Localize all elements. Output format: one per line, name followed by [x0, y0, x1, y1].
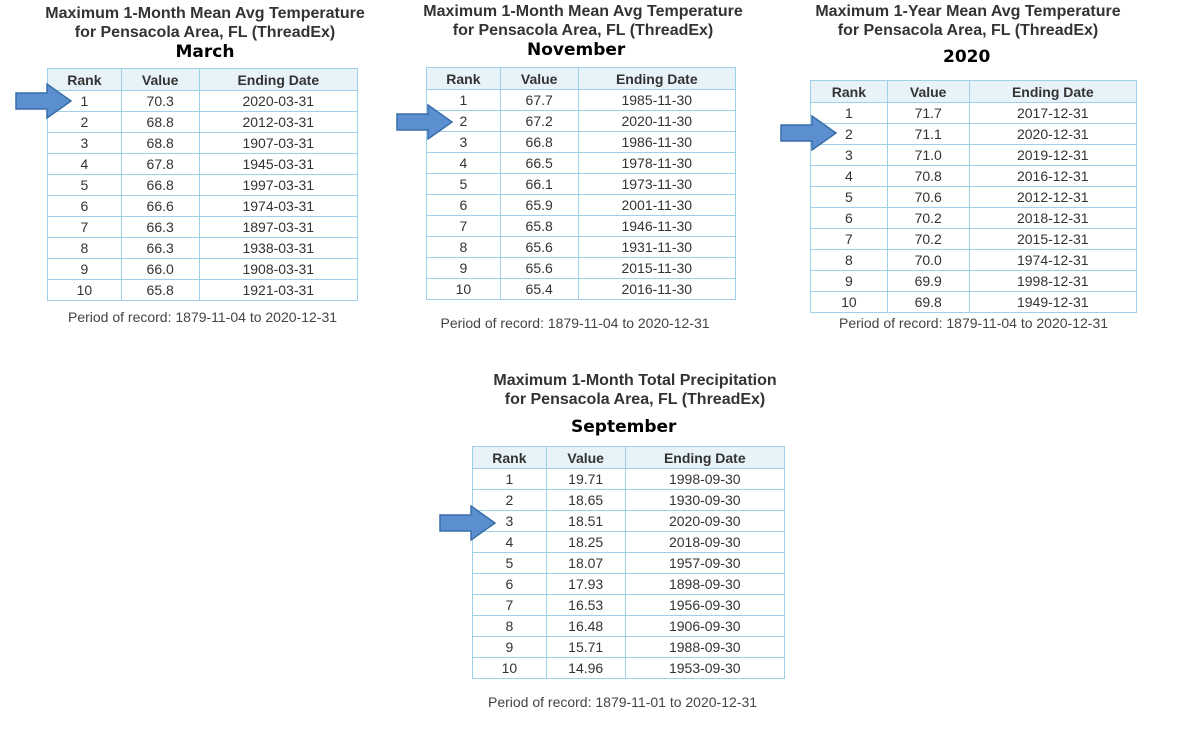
rank-cell: 7	[427, 216, 501, 237]
table-row	[427, 216, 736, 237]
table-row	[473, 595, 785, 616]
ending-date-cell: 1930-09-30	[625, 490, 784, 511]
rank-cell: 6	[473, 574, 547, 595]
rank-cell: 6	[427, 195, 501, 216]
value-cell: 65.8	[500, 216, 578, 237]
rank-cell: 1	[473, 469, 547, 490]
period-of-record: Period of record: 1879-11-04 to 2020-12-31	[838, 315, 1109, 331]
table-row	[427, 279, 736, 300]
rank-cell: 1	[48, 91, 122, 112]
value-cell: 70.3	[121, 91, 199, 112]
rank-cell: 4	[811, 166, 888, 187]
value-cell: 68.8	[121, 133, 199, 154]
ending-date-cell: 1973-11-30	[578, 174, 735, 195]
ending-date-cell: 1998-12-31	[969, 271, 1136, 292]
value-cell: 67.2	[500, 111, 578, 132]
table-row	[427, 132, 736, 153]
rank-cell: 3	[48, 133, 122, 154]
ending-date-cell: 2017-12-31	[969, 103, 1136, 124]
ending-date-cell: 1946-11-30	[578, 216, 735, 237]
value-cell: 70.8	[887, 166, 969, 187]
table-row	[473, 469, 785, 490]
table-row	[811, 187, 1137, 208]
rank-cell: 2	[473, 490, 547, 511]
value-cell: 66.1	[500, 174, 578, 195]
table-row	[427, 195, 736, 216]
value-cell: 66.3	[121, 238, 199, 259]
ending-date-cell: 2018-12-31	[969, 208, 1136, 229]
table-row	[427, 174, 736, 195]
table-row	[473, 532, 785, 553]
value-cell: 66.8	[500, 132, 578, 153]
ending-date-cell: 2018-09-30	[625, 532, 784, 553]
rank-cell: 2	[427, 111, 501, 132]
table-row	[48, 196, 358, 217]
value-cell: 67.7	[500, 90, 578, 111]
value-cell: 16.48	[546, 616, 625, 637]
rank-table-september	[472, 446, 785, 679]
ending-date-cell: 1956-09-30	[625, 595, 784, 616]
value-cell: 71.0	[887, 145, 969, 166]
table-row	[427, 258, 736, 279]
table-row	[48, 133, 358, 154]
rank-cell: 2	[48, 112, 122, 133]
rank-cell: 2	[811, 124, 888, 145]
table-row	[473, 511, 785, 532]
ending-date-cell: 2020-12-31	[969, 124, 1136, 145]
column-header: Value	[887, 81, 969, 103]
value-cell: 65.9	[500, 195, 578, 216]
value-cell: 66.0	[121, 259, 199, 280]
rank-cell: 4	[473, 532, 547, 553]
panel-annual-temperature	[783, 2, 1153, 40]
column-header: Rank	[427, 68, 501, 90]
table-row	[811, 250, 1137, 271]
rank-cell: 10	[427, 279, 501, 300]
ending-date-cell: 2015-11-30	[578, 258, 735, 279]
table-row	[811, 208, 1137, 229]
panel-march-temperature	[20, 4, 390, 62]
ending-date-cell: 1931-11-30	[578, 237, 735, 258]
ending-date-cell: 1997-03-31	[199, 175, 357, 196]
column-header: Rank	[473, 447, 547, 469]
ending-date-cell: 1985-11-30	[578, 90, 735, 111]
table-row	[811, 292, 1137, 313]
rank-cell: 8	[48, 238, 122, 259]
panel-title-line-2: for Pensacola Area, FL (ThreadEx)	[504, 391, 766, 408]
rank-cell: 7	[48, 217, 122, 238]
table-row	[427, 90, 736, 111]
rank-cell: 3	[473, 511, 547, 532]
panel-title-line-1: Maximum 1-Month Mean Avg Temperature	[423, 3, 743, 20]
period-of-record: Period of record: 1879-11-01 to 2020-12-31	[487, 694, 758, 710]
ending-date-cell: 2019-12-31	[969, 145, 1136, 166]
table-header-row	[811, 81, 1137, 103]
rank-table-march	[47, 68, 358, 301]
value-cell: 71.1	[887, 124, 969, 145]
column-header: Value	[121, 69, 199, 91]
rank-cell: 4	[48, 154, 122, 175]
value-cell: 14.96	[546, 658, 625, 679]
table-row	[48, 91, 358, 112]
value-cell: 18.65	[546, 490, 625, 511]
table-row	[811, 166, 1137, 187]
period-of-record: Period of record: 1879-11-04 to 2020-12-31	[440, 315, 710, 331]
panel-title-line-1: Maximum 1-Year Mean Avg Temperature	[815, 3, 1121, 20]
table-row	[473, 490, 785, 511]
rank-cell: 10	[811, 292, 888, 313]
ending-date-cell: 1957-09-30	[625, 553, 784, 574]
table-row	[48, 175, 358, 196]
value-cell: 16.53	[546, 595, 625, 616]
table-row	[473, 553, 785, 574]
value-cell: 66.5	[500, 153, 578, 174]
value-cell: 15.71	[546, 637, 625, 658]
table-row	[473, 574, 785, 595]
value-cell: 17.93	[546, 574, 625, 595]
ending-date-cell: 1897-03-31	[199, 217, 357, 238]
ending-date-cell: 1978-11-30	[578, 153, 735, 174]
panel-subtitle: 2020	[943, 47, 991, 67]
table-row	[811, 124, 1137, 145]
period-of-record: Period of record: 1879-11-04 to 2020-12-31	[67, 309, 338, 325]
value-cell: 18.51	[546, 511, 625, 532]
column-header: Rank	[48, 69, 122, 91]
rank-cell: 4	[427, 153, 501, 174]
value-cell: 70.2	[887, 208, 969, 229]
value-cell: 68.8	[121, 112, 199, 133]
rank-cell: 7	[811, 229, 888, 250]
column-header: Ending Date	[199, 69, 357, 91]
rank-cell: 6	[811, 208, 888, 229]
rank-cell: 8	[427, 237, 501, 258]
value-cell: 66.8	[121, 175, 199, 196]
column-header: Value	[500, 68, 578, 90]
ending-date-cell: 1898-09-30	[625, 574, 784, 595]
ending-date-cell: 2015-12-31	[969, 229, 1136, 250]
table-header-row	[48, 69, 358, 91]
rank-cell: 3	[811, 145, 888, 166]
rank-cell: 10	[473, 658, 547, 679]
rank-cell: 3	[427, 132, 501, 153]
table-row	[811, 103, 1137, 124]
value-cell: 69.9	[887, 271, 969, 292]
rank-cell: 6	[48, 196, 122, 217]
rank-table-annual	[810, 80, 1137, 313]
rank-table-november	[426, 67, 736, 300]
ending-date-cell: 1906-09-30	[625, 616, 784, 637]
column-header: Ending Date	[969, 81, 1136, 103]
table-row	[811, 271, 1137, 292]
ending-date-cell: 2012-03-31	[199, 112, 357, 133]
table-row	[473, 637, 785, 658]
right-arrow-icon	[396, 104, 454, 140]
ending-date-cell: 1945-03-31	[199, 154, 357, 175]
rank-cell: 1	[811, 103, 888, 124]
table-row	[48, 280, 358, 301]
panel-subtitle: November	[527, 40, 626, 60]
table-header-row	[427, 68, 736, 90]
value-cell: 65.6	[500, 258, 578, 279]
value-cell: 69.8	[887, 292, 969, 313]
table-row	[48, 154, 358, 175]
ending-date-cell: 1974-12-31	[969, 250, 1136, 271]
rank-cell: 9	[427, 258, 501, 279]
ending-date-cell: 1953-09-30	[625, 658, 784, 679]
panel-title-line-1: Maximum 1-Month Total Precipitation	[493, 372, 777, 389]
panel-title-line-2: for Pensacola Area, FL (ThreadEx)	[452, 22, 714, 39]
rank-cell: 9	[811, 271, 888, 292]
table-row	[48, 238, 358, 259]
rank-cell: 7	[473, 595, 547, 616]
rank-cell: 5	[811, 187, 888, 208]
right-arrow-icon	[439, 505, 497, 541]
ending-date-cell: 2020-09-30	[625, 511, 784, 532]
value-cell: 70.6	[887, 187, 969, 208]
rank-cell: 1	[427, 90, 501, 111]
table-row	[811, 145, 1137, 166]
table-row	[48, 112, 358, 133]
value-cell: 71.7	[887, 103, 969, 124]
column-header: Rank	[811, 81, 888, 103]
panel-title-line-1: Maximum 1-Month Mean Avg Temperature	[45, 5, 365, 22]
ending-date-cell: 2016-12-31	[969, 166, 1136, 187]
table-row	[427, 111, 736, 132]
right-arrow-icon	[15, 83, 73, 119]
table-row	[48, 217, 358, 238]
rank-cell: 5	[48, 175, 122, 196]
rank-cell: 5	[473, 553, 547, 574]
rank-cell: 9	[48, 259, 122, 280]
value-cell: 65.4	[500, 279, 578, 300]
ending-date-cell: 2020-03-31	[199, 91, 357, 112]
ending-date-cell: 2012-12-31	[969, 187, 1136, 208]
table-row	[427, 237, 736, 258]
rank-cell: 5	[427, 174, 501, 195]
value-cell: 19.71	[546, 469, 625, 490]
value-cell: 18.07	[546, 553, 625, 574]
rank-cell: 8	[473, 616, 547, 637]
ending-date-cell: 2016-11-30	[578, 279, 735, 300]
column-header: Value	[546, 447, 625, 469]
panel-subtitle: March	[175, 42, 235, 62]
rank-cell: 9	[473, 637, 547, 658]
table-row	[473, 658, 785, 679]
value-cell: 70.0	[887, 250, 969, 271]
panel-november-temperature	[398, 2, 768, 40]
ending-date-cell: 1921-03-31	[199, 280, 357, 301]
panel-subtitle: September	[571, 417, 677, 437]
table-row	[427, 153, 736, 174]
value-cell: 70.2	[887, 229, 969, 250]
value-cell: 65.6	[500, 237, 578, 258]
table-row	[48, 259, 358, 280]
ending-date-cell: 2001-11-30	[578, 195, 735, 216]
value-cell: 66.6	[121, 196, 199, 217]
ending-date-cell: 1949-12-31	[969, 292, 1136, 313]
ending-date-cell: 1908-03-31	[199, 259, 357, 280]
column-header: Ending Date	[578, 68, 735, 90]
rank-cell: 8	[811, 250, 888, 271]
value-cell: 18.25	[546, 532, 625, 553]
ending-date-cell: 2020-11-30	[578, 111, 735, 132]
table-row	[473, 616, 785, 637]
rank-cell: 10	[48, 280, 122, 301]
panel-september-precipitation	[450, 371, 820, 409]
value-cell: 65.8	[121, 280, 199, 301]
panel-title-line-2: for Pensacola Area, FL (ThreadEx)	[837, 22, 1099, 39]
panel-title-line-2: for Pensacola Area, FL (ThreadEx)	[74, 24, 336, 41]
right-arrow-icon	[780, 115, 838, 151]
value-cell: 67.8	[121, 154, 199, 175]
ending-date-cell: 1907-03-31	[199, 133, 357, 154]
table-header-row	[473, 447, 785, 469]
column-header: Ending Date	[625, 447, 784, 469]
ending-date-cell: 1986-11-30	[578, 132, 735, 153]
table-row	[811, 229, 1137, 250]
ending-date-cell: 1998-09-30	[625, 469, 784, 490]
ending-date-cell: 1938-03-31	[199, 238, 357, 259]
ending-date-cell: 1974-03-31	[199, 196, 357, 217]
ending-date-cell: 1988-09-30	[625, 637, 784, 658]
value-cell: 66.3	[121, 217, 199, 238]
